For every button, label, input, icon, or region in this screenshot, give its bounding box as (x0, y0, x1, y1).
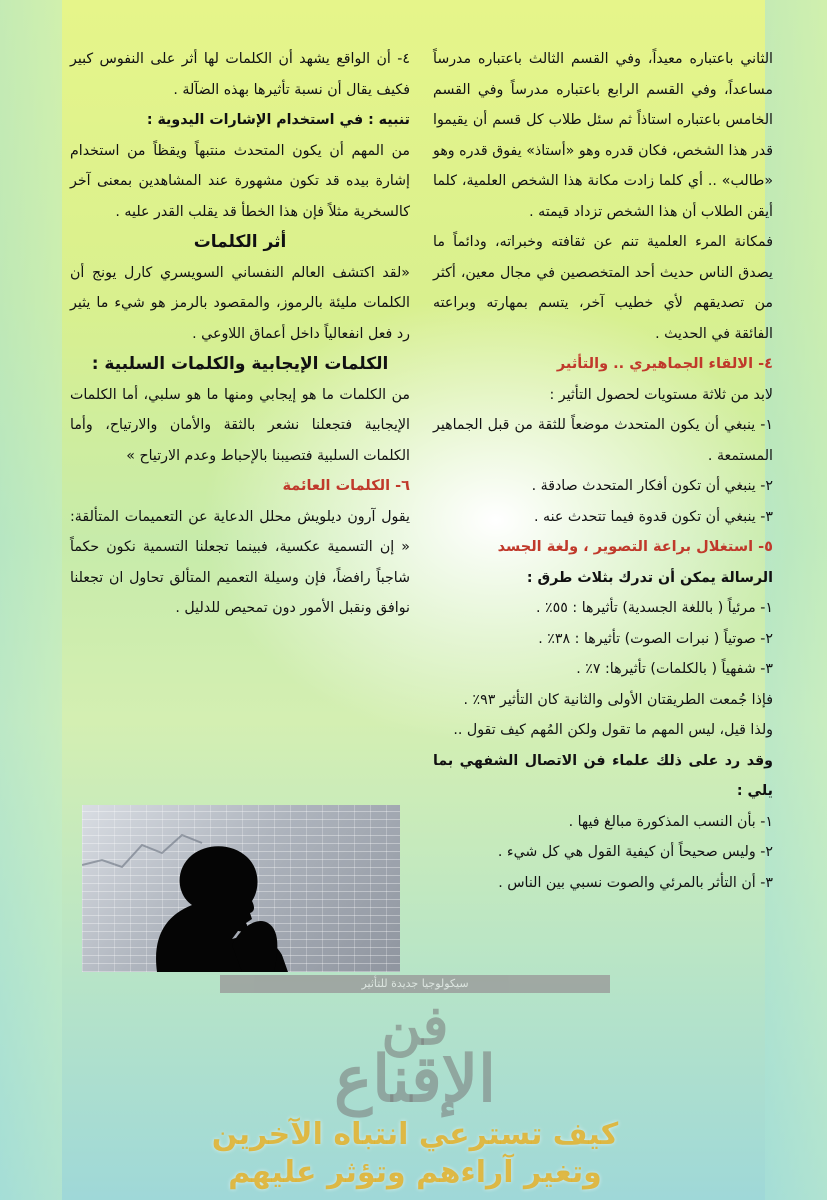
book-subtitle: كيف تسترعي انتباه الآخرين (211, 1117, 619, 1152)
paragraph: من الكلمات ما هو إيجابي ومنها ما هو سلبي، أما الكلمات الإيجابية فتجعلنا نشعر بالثقة والأمان والارتياح، وأما الكلمات السلبية فتصيبنا بالإحباط وعدم الارتياح » (70, 386, 410, 464)
book-title: الإقناع (334, 1042, 496, 1117)
paragraph: فمكانة المرء العلمية تنم عن ثقافته وخبراته، ودائماً ما يصدق الناس حديث أحد المتخصصين في مجال معين، أكثر من تصديقهم لأي خطيب آخر، يتسم بمهارته وبراعته الفائقة في الحديث . (433, 234, 773, 342)
section-heading: ٥- استغلال براعة التصوير ، ولغة الجسد (497, 539, 773, 555)
book-cover (70, 975, 760, 1200)
paragraph: «لقد اكتشف العالم النفساني السويسري كارل يونج أن الكلمات مليئة بالرموز، والمقصود بالرمز هو شيء ما يثير رد فعل انفعالياً داخل أعماق اللاوعي . (70, 264, 410, 342)
list-item: ٢- ينبغي أن تكون أفكار المتحدث صادقة . (531, 478, 773, 494)
left-column (70, 44, 410, 624)
thinking-man-photo (82, 805, 400, 972)
right-column (433, 44, 773, 898)
paragraph-bold: وقد رد على ذلك علماء فن الاتصال الشفهي بما يلي : (433, 752, 773, 799)
paragraph: فإذا جُمعت الطريقتان الأولى والثانية كان التأثير ٩٣٪ . (463, 691, 773, 708)
section-heading: أثر الكلمات (193, 232, 287, 252)
list-item: ١- مرئياً ( باللغة الجسدية) تأثيرها : ٥٥٪ . (536, 600, 773, 616)
book-subtitle: وتغير آراءهم وتؤثر عليهم (228, 1155, 602, 1190)
paragraph-bold: الرسالة يمكن أن تدرك بثلاث طرق : (526, 569, 773, 586)
paragraph: ٤- أن الواقع يشهد أن الكلمات لها أثر على النفوس كبير فكيف يقال أن نسبة تأثيرها بهذه الضآلة . (70, 51, 410, 98)
paragraph: من المهم أن يكون المتحدث منتبهاً ويقظاً من استخدام إشارة بيده قد تكون مشهورة عند المشاهدين بمعنى آخر كالسخرية مثلاً فإن هذا الخطأ قد يقلب القدر عليه . (70, 142, 410, 220)
list-item: ٣- ينبغي أن تكون قدوة فيما تتحدث عنه . (533, 508, 773, 525)
note-heading: تنبيه : في استخدام الإشارات اليدوية : (146, 112, 410, 128)
list-item: ٣- شفهياً ( بالكلمات) تأثيرها: ٧٪ . (576, 661, 773, 677)
decorative-border-right (765, 0, 827, 1200)
paragraph: ولذا قيل، ليس المهم ما تقول ولكن المُهم كيف تقول .. (453, 722, 773, 738)
list-item: ١- ينبغي أن يكون المتحدث موضعاً للثقة من قبل الجماهير المستمعة . (433, 417, 773, 464)
paragraph: لابد من ثلاثة مستويات لحصول التأثير : (549, 386, 773, 403)
paragraph: الثاني باعتباره معيداً، وفي القسم الثالث باعتباره مدرساً مساعداً، وفي القسم الرابع باعتباره مدرساً وفي القسم الخامس باعتباره استاذاً ثم سئل طلاب كل قسم أن يقيموا قدر هذا الشخص، فكان قدره وهو «أستاذ» يفوق قدره وهو «طالب» .. أي كلما زادت مكانة هذا الشخص العلمية، كلما أيقن الطلاب أن هذا الشخص تزداد قيمته . (433, 51, 773, 220)
list-item: ١- بأن النسب المذكورة مبالغ فيها . (568, 813, 773, 830)
list-item: ٢- وليس صحيحاً أن كيفية القول هي كل شيء . (497, 844, 773, 860)
paragraph: يقول آرون ديلويش محلل الدعاية عن التعميمات المتألقة: « إن التسمية عكسية، فبينما تجعلنا التسمية نكون حكماً شاجباً رافضاً، فإن وسيلة التعميم المتألق تحاول ان تجعلنا نوافق ونقبل الأمور دون تمحيص للدليل . (70, 508, 410, 616)
section-heading: ٦- الكلمات العائمة (282, 478, 410, 494)
decorative-border-left (0, 0, 62, 1200)
silhouette-image (82, 805, 400, 972)
section-heading: ٤- الالقاء الجماهيري .. والتأثير (556, 356, 773, 372)
section-heading: الكلمات الإيجابية والكلمات السلبية : (91, 354, 389, 374)
list-item: ٢- صوتياً ( نبرات الصوت) تأثيرها : ٣٨٪ . (538, 630, 773, 647)
book-series: سيكولوجيا جديدة للتأثير (220, 975, 610, 993)
list-item: ٣- أن التأثر بالمرئي والصوت نسبي بين الناس . (498, 874, 773, 891)
book-title: فن (381, 993, 449, 1057)
